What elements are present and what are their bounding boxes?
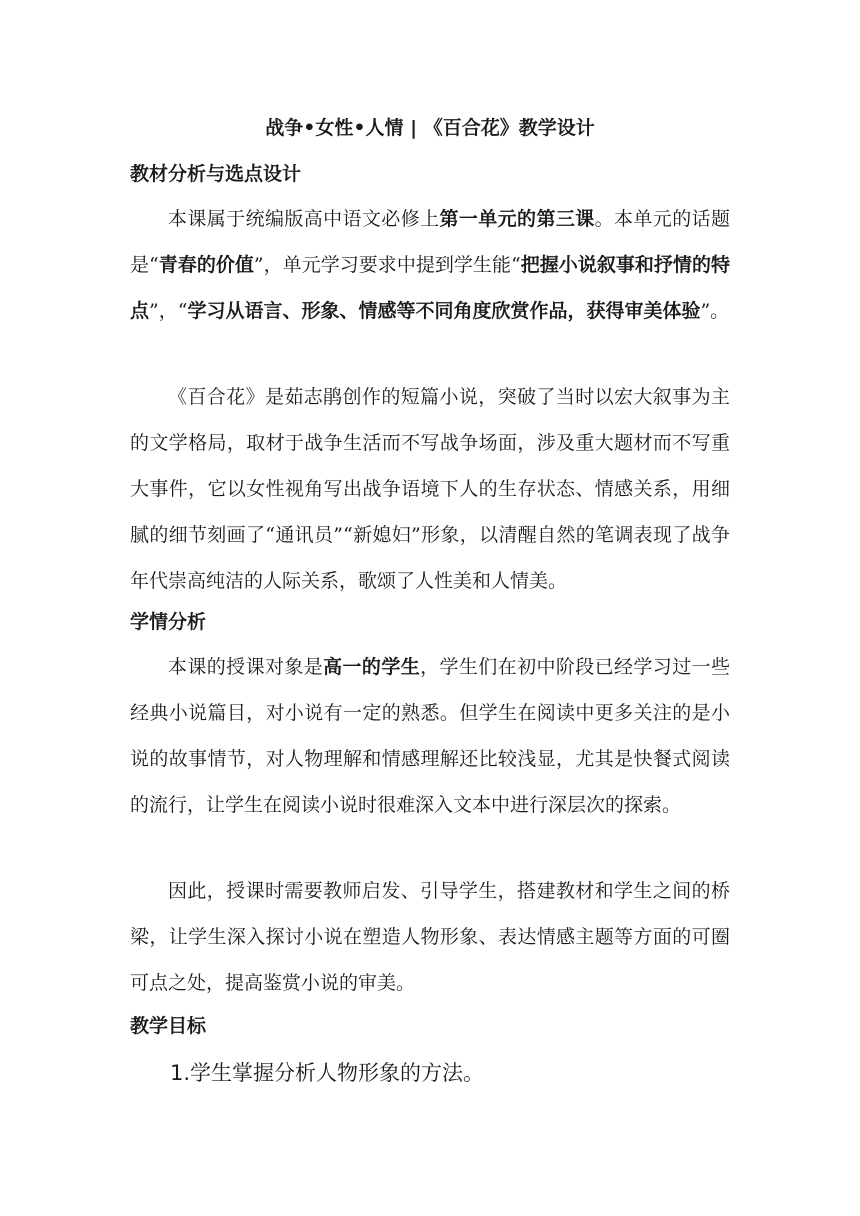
paragraph-teaching-approach: 因此，授课时需要教师启发、引导学生，搭建教材和学生之间的桥梁，让学生深入探讨小说在塑造人物形象、表达情感主题等方面的可圈可点之处，提高鉴赏小说的审美。 (130, 880, 730, 994)
text-run: 本课的授课对象是 (168, 656, 324, 678)
text-run: 。本单元的话题是“ (130, 208, 730, 276)
text-run: ”，“ (149, 300, 188, 322)
text-run: 本课属于统编版高中语文必修上 (168, 208, 440, 230)
text-run: ”，单元学习要求中提到学生能“ (253, 254, 521, 276)
emphasis-requirement-1: 把握小说叙事和抒情的特点 (130, 254, 730, 322)
text-run: ，学生们在初中阶段已经学习过一些经典小说篇目，对小说有一定的熟悉。但学生在阅读中更多关注的是小说的故事情节，对人物理解和情感理解还比较浅显，尤其是快餐式阅读的流行，让学生在阅读小说时很难深入文本中进行深层次的探索。 (130, 656, 730, 816)
section-heading-learner-analysis: 学情分析 (130, 611, 207, 633)
emphasis-unit-topic: 青春的价值 (158, 254, 254, 276)
section-heading-teaching-goals: 教学目标 (130, 1015, 207, 1037)
emphasis-requirement-2: 学习从语言、形象、情感等不同角度欣赏作品，获得审美体验 (187, 300, 701, 322)
emphasis-unit-lesson: 第一单元的第三课 (439, 208, 595, 230)
teaching-goal-1: 1.学生掌握分析人物形象的方法。 (170, 1061, 485, 1085)
paragraph-learner-profile (130, 644, 730, 828)
emphasis-target-students: 高一的学生 (323, 656, 421, 678)
section-heading-textbook-analysis: 教材分析与选点设计 (130, 163, 302, 185)
paragraph-unit-context (130, 196, 730, 334)
text-run: ”。 (700, 300, 730, 322)
document-title: 战争•女性•人情 | 《百合花》教学设计 (265, 117, 595, 139)
paragraph-novel-summary: 《百合花》是茹志鹃创作的短篇小说，突破了当时以宏大叙事为主的文学格局，取材于战争生活而不写战争场面，涉及重大题材而不写重大事件，它以女性视角写出战争语境下人的生存状态、情感关系，用细腻的细节刻画了“通讯员”“新媳妇”形象，以清醒自然的笔调表现了战争年代崇高纯洁的人际关系，歌颂了人性美和人情美。 (130, 386, 730, 592)
